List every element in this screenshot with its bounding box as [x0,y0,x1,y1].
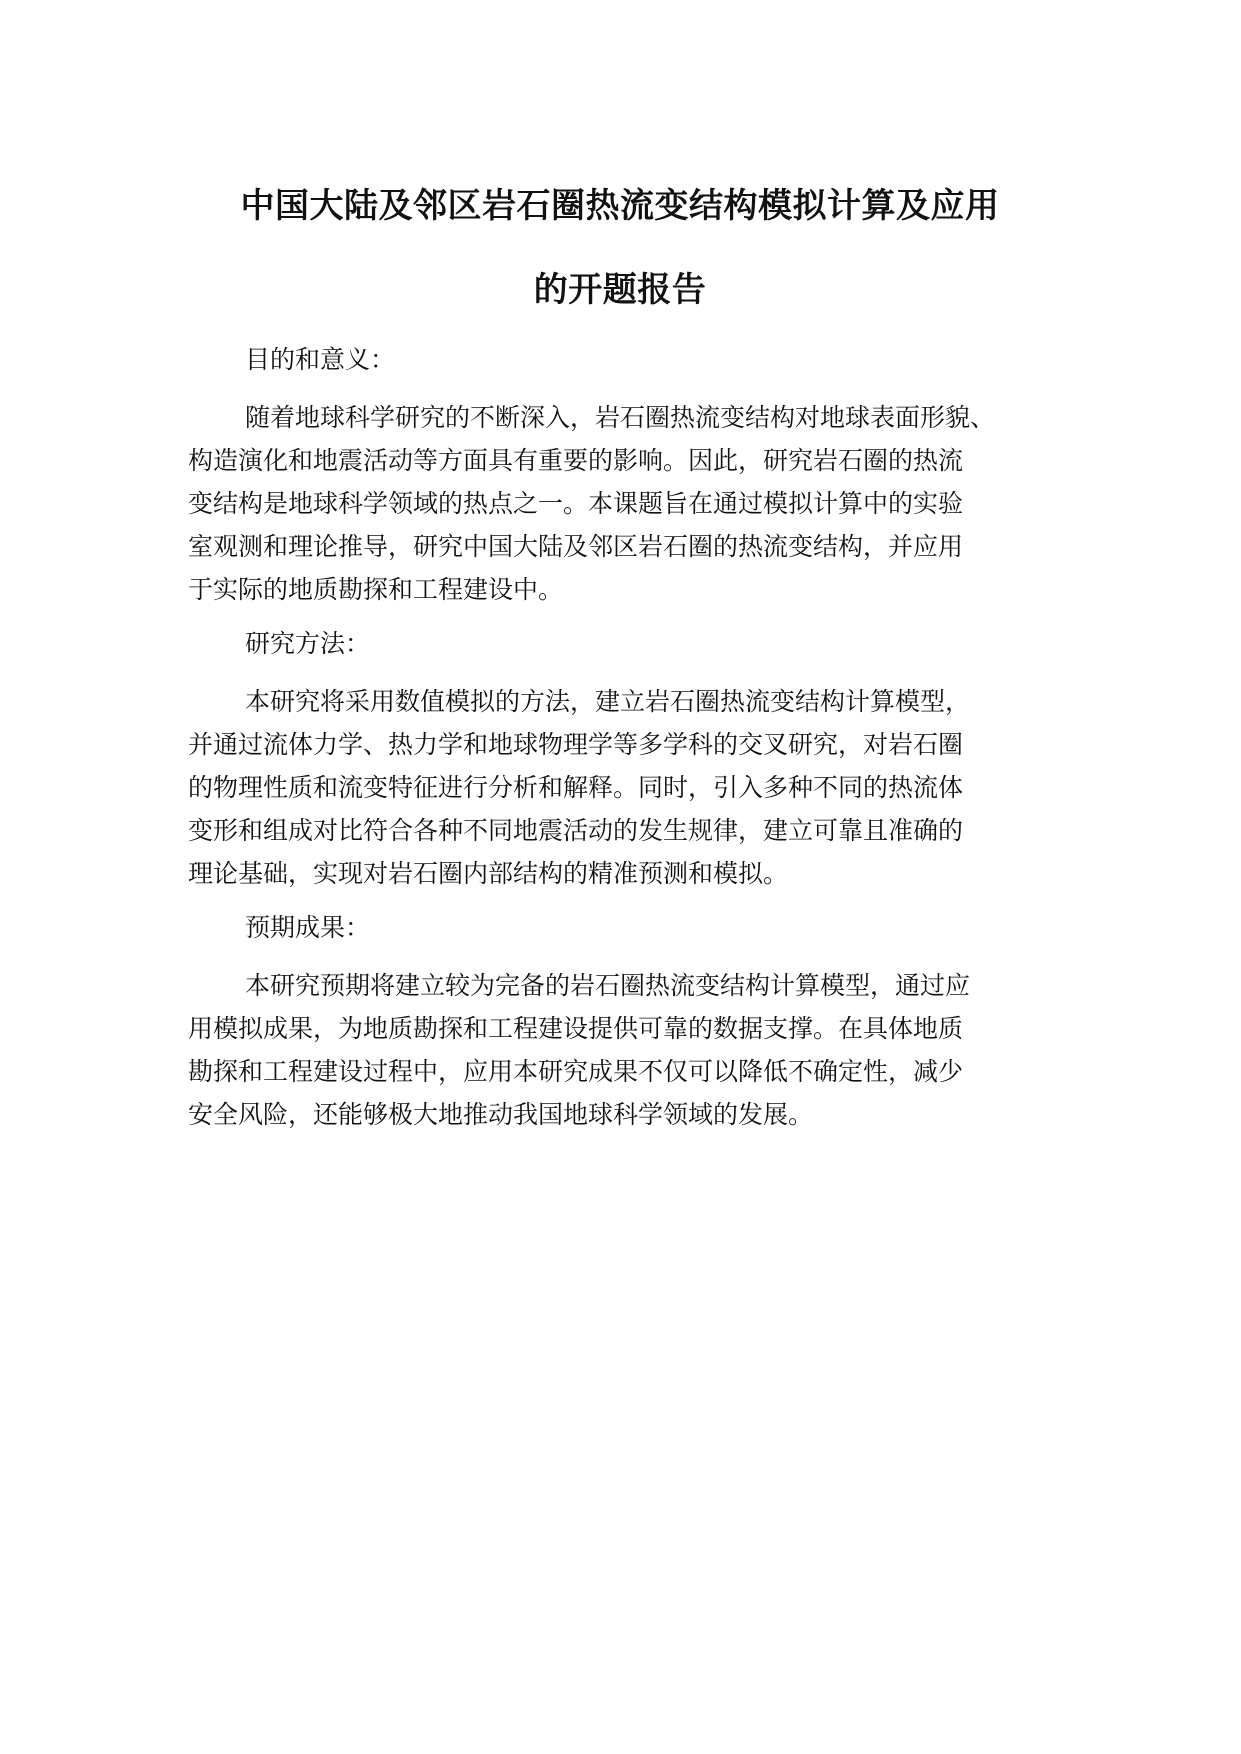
paragraph-line: 变结构是地球科学领域的热点之一。本课题旨在通过模拟计算中的实验 [188,489,964,518]
paragraph-line: 构造演化和地震活动等方面具有重要的影响。因此，研究岩石圈的热流 [188,446,964,475]
paragraph-line: 于实际的地质勘探和工程建设中。 [188,575,564,604]
paragraph-line: 理论基础，实现对岩石圈内部结构的精准预测和模拟。 [188,859,789,888]
paragraph-line: 用模拟成果，为地质勘探和工程建设提供可靠的数据支撑。在具体地质 [188,1014,964,1043]
paragraph-line: 并通过流体力学、热力学和地球物理学等多学科的交叉研究，对岩石圈 [188,730,964,759]
section-heading-purpose: 目的和意义： [245,345,396,374]
paragraph-line: 的物理性质和流变特征进行分析和解释。同时，引入多种不同的热流体 [188,773,964,802]
paragraph-line: 变形和组成对比符合各种不同地震活动的发生规律，建立可靠且准确的 [188,816,964,845]
paragraph-line: 本研究将采用数值模拟的方法，建立岩石圈热流变结构计算模型， [245,687,971,716]
section-heading-expected-results: 预期成果： [245,913,371,942]
section-heading-methods: 研究方法： [245,629,371,658]
paragraph-line: 随着地球科学研究的不断深入，岩石圈热流变结构对地球表面形貌、 [245,403,996,432]
paragraph-line: 勘探和工程建设过程中，应用本研究成果不仅可以降低不确定性，减少 [188,1057,964,1086]
paragraph-line: 安全风险，还能够极大地推动我国地球科学领域的发展。 [188,1100,814,1129]
document-title-line-2: 的开题报告 [533,270,707,310]
document-title-line-1: 中国大陆及邻区岩石圈热流变结构模拟计算及应用 [240,186,1000,226]
paragraph-line: 室观测和理论推导，研究中国大陆及邻区岩石圈的热流变结构，并应用 [188,532,964,561]
paragraph-line: 本研究预期将建立较为完备的岩石圈热流变结构计算模型，通过应 [245,971,971,1000]
